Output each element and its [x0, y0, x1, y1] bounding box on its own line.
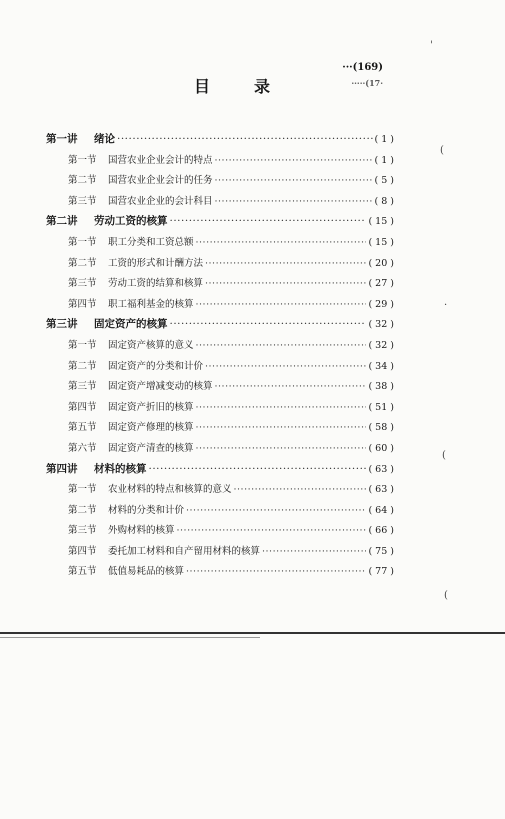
table-of-contents — [46, 131, 394, 584]
toc-section-entry — [46, 419, 394, 440]
scan-mark: ( — [442, 450, 446, 461]
toc-entry-title: 绪论 — [94, 133, 115, 145]
toc-entry-title: 材料的分类和计价 — [108, 504, 185, 516]
toc-entry-page: ( 5 ) — [374, 175, 394, 187]
toc-entry-page: ( 60 ) — [368, 442, 394, 454]
toc-entry-page: ( 29 ) — [368, 298, 394, 310]
dot-leader — [215, 196, 373, 207]
dot-leader — [170, 318, 367, 330]
toc-entry-page: ( 32 ) — [368, 339, 394, 351]
toc-section-entry — [46, 502, 394, 523]
dot-leader — [205, 278, 366, 289]
toc-entry-number: 第一节 — [68, 154, 97, 166]
toc-entry-page: ( 15 ) — [368, 216, 394, 228]
toc-entry-number: 第二节 — [68, 360, 97, 372]
toc-entry-title: 固定资产的分类和计价 — [108, 360, 204, 372]
toc-entry-page: ( 58 ) — [368, 422, 394, 434]
toc-entry-title: 固定资产折旧的核算 — [108, 401, 194, 413]
scan-mark: ' — [430, 40, 433, 51]
toc-section-entry — [46, 440, 394, 461]
toc-chapter-entry — [46, 461, 394, 482]
toc-entry-number: 第二节 — [68, 257, 97, 269]
toc-entry-page: ( 34 ) — [368, 360, 394, 372]
bottom-rule-shadow — [0, 637, 260, 638]
toc-section-entry — [46, 481, 394, 502]
toc-entry-number: 第五节 — [68, 566, 97, 578]
toc-section-entry — [46, 172, 394, 193]
dot-leader — [205, 361, 366, 372]
dot-leader — [177, 525, 367, 536]
dot-leader — [205, 258, 366, 269]
toc-section-entry — [46, 522, 394, 543]
toc-entry-number: 第四讲 — [46, 462, 78, 475]
scan-mark: · — [444, 300, 448, 311]
toc-entry-number: 第一节 — [68, 484, 97, 496]
dot-leader — [196, 340, 367, 351]
dot-leader — [117, 133, 373, 145]
toc-section-entry — [46, 563, 394, 584]
toc-section-entry — [46, 296, 394, 317]
toc-entry-title: 工资的形式和计酬方法 — [108, 257, 204, 269]
toc-entry-title: 国营农业企业会计的任务 — [108, 175, 213, 187]
toc-entry-number: 第二节 — [68, 175, 97, 187]
toc-entry-title: 外购材料的核算 — [108, 525, 175, 537]
toc-entry-page: ( 20 ) — [368, 257, 394, 269]
dot-leader — [196, 237, 367, 248]
toc-entry-page: ( 51 ) — [368, 401, 394, 413]
toc-entry-number: 第三节 — [68, 381, 97, 393]
toc-entry-page: ( 63 ) — [368, 484, 394, 496]
toc-entry-page: ( 32 ) — [368, 319, 394, 331]
toc-entry-number: 第二讲 — [46, 215, 78, 228]
toc-entry-title: 低值易耗品的核算 — [108, 566, 185, 578]
toc-entry-title: 固定资产增减变动的核算 — [108, 381, 213, 393]
bottom-rule — [0, 632, 505, 634]
dot-leader — [215, 175, 373, 186]
toc-entry-title: 劳动工资的结算和核算 — [108, 278, 204, 290]
toc-entry-title: 固定资产核算的意义 — [108, 339, 194, 351]
toc-entry-title: 国营农业企业的会计科目 — [108, 195, 213, 207]
dot-leader — [215, 155, 373, 166]
dot-leader — [196, 402, 367, 413]
toc-section-entry — [46, 255, 394, 276]
toc-entry-page: ( 77 ) — [368, 566, 394, 578]
toc-entry-number: 第一讲 — [46, 133, 78, 145]
toc-entry-page: ( 66 ) — [368, 525, 394, 537]
toc-entry-number: 第三节 — [68, 278, 97, 290]
dot-leader — [196, 443, 367, 454]
toc-section-entry — [46, 399, 394, 420]
toc-entry-number: 第四节 — [68, 298, 97, 310]
toc-section-entry — [46, 543, 394, 564]
toc-entry-title: 农业材料的特点和核算的意义 — [108, 484, 232, 496]
toc-entry-number: 第四节 — [68, 545, 97, 557]
toc-chapter-entry — [46, 316, 394, 337]
toc-entry-title: 职工福利基金的核算 — [108, 298, 194, 310]
scan-mark: ( — [444, 590, 448, 601]
dot-leader — [149, 463, 367, 475]
toc-entry-page: ( 75 ) — [368, 545, 394, 557]
toc-entry-number: 第三节 — [68, 195, 97, 207]
dot-leader — [196, 422, 367, 433]
toc-entry-title: 固定资产清查的核算 — [108, 442, 194, 454]
corner-page-reference-faded: ·····(17· — [351, 78, 383, 88]
toc-entry-page: ( 1 ) — [374, 154, 394, 166]
toc-section-entry — [46, 358, 394, 379]
toc-section-entry — [46, 275, 394, 296]
toc-entry-title: 固定资产修理的核算 — [108, 422, 194, 434]
toc-entry-number: 第二节 — [68, 504, 97, 516]
toc-entry-page: ( 15 ) — [368, 236, 394, 248]
toc-entry-page: ( 27 ) — [368, 278, 394, 290]
dot-leader — [234, 484, 367, 495]
toc-entry-page: ( 64 ) — [368, 504, 394, 516]
toc-section-entry — [46, 337, 394, 358]
toc-entry-number: 第六节 — [68, 442, 97, 454]
corner-page-reference: ···(169) — [342, 62, 383, 73]
toc-entry-number: 第三讲 — [46, 318, 78, 331]
toc-section-entry — [46, 193, 394, 214]
toc-section-entry — [46, 152, 394, 173]
dot-leader — [262, 546, 366, 557]
toc-entry-title: 劳动工资的核算 — [94, 215, 168, 228]
toc-chapter-entry — [46, 131, 394, 152]
toc-entry-title: 职工分类和工资总额 — [108, 236, 194, 248]
dot-leader — [170, 215, 367, 227]
toc-entry-number: 第一节 — [68, 236, 97, 248]
toc-entry-number: 第五节 — [68, 422, 97, 434]
toc-entry-page: ( 38 ) — [368, 381, 394, 393]
toc-entry-number: 第四节 — [68, 401, 97, 413]
toc-entry-title: 材料的核算 — [94, 462, 147, 475]
dot-leader — [186, 505, 366, 516]
toc-entry-number: 第三节 — [68, 525, 97, 537]
toc-entry-title: 委托加工材料和自产留用材料的核算 — [108, 545, 261, 557]
scan-mark: ( — [440, 145, 444, 156]
toc-entry-title: 固定资产的核算 — [94, 318, 168, 331]
toc-entry-page: ( 63 ) — [368, 463, 394, 475]
dot-leader — [196, 299, 367, 310]
toc-entry-page: ( 8 ) — [374, 195, 394, 207]
toc-entry-page: ( 1 ) — [374, 134, 394, 145]
toc-entry-number: 第一节 — [68, 339, 97, 351]
dot-leader — [215, 381, 367, 392]
toc-entry-title: 国营农业企业会计的特点 — [108, 154, 213, 166]
toc-section-entry — [46, 234, 394, 255]
toc-chapter-entry — [46, 213, 394, 234]
page-title: 目录 — [193, 77, 314, 96]
toc-section-entry — [46, 378, 394, 399]
dot-leader — [186, 566, 366, 577]
